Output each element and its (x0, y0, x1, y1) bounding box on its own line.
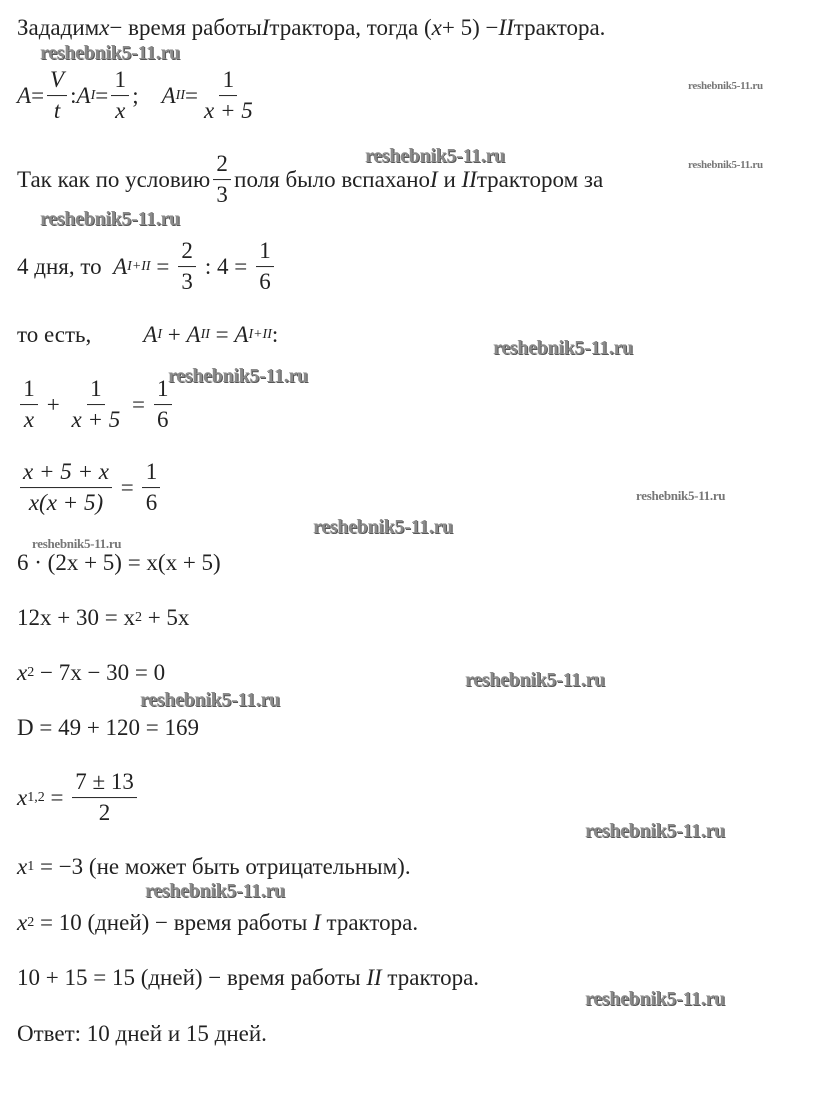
var-x: x (17, 854, 28, 879)
watermark: reshebnik5-11.ru (585, 820, 725, 842)
fraction (213, 151, 231, 209)
var-A: A (186, 322, 201, 347)
var-A: A (143, 322, 158, 347)
denominator: 6 (145, 490, 158, 516)
numerator: 7 ± 13 (72, 769, 137, 798)
line-3 (17, 151, 603, 209)
subscript: 1 (27, 859, 35, 874)
text: поля было вспахано (234, 167, 431, 192)
text: Зададим (17, 15, 100, 40)
watermark: reshebnik5-11.ru (313, 516, 453, 538)
var-A: A (17, 83, 32, 108)
watermark: reshebnik5-11.ru (585, 988, 725, 1010)
line-15 (17, 965, 479, 991)
fraction (20, 376, 38, 434)
answer-line (17, 1021, 267, 1047)
line-5 (17, 322, 278, 348)
fraction (72, 769, 137, 827)
text: : 4 = (199, 254, 253, 279)
var-A: A (76, 83, 91, 108)
denominator: x + 5 (203, 98, 253, 124)
plus: + (162, 322, 187, 347)
roman-II: II (498, 15, 514, 40)
fraction (201, 67, 256, 125)
var-A: A (113, 254, 128, 279)
fraction (68, 376, 123, 434)
eq: = (44, 785, 70, 810)
text: − время работы (109, 15, 262, 40)
equation-7 (17, 459, 163, 517)
roman-I: I (430, 167, 438, 192)
text: трактора. (381, 965, 480, 990)
watermark: reshebnik5-11.ru (365, 145, 505, 167)
denominator: x(x + 5) (28, 490, 104, 516)
subscript: II (175, 88, 185, 103)
fraction (142, 459, 160, 517)
text: D = 49 + 120 = 169 (17, 715, 200, 740)
roman-I: I (261, 15, 270, 40)
fraction (20, 459, 112, 517)
eq: = (150, 254, 176, 279)
watermark: reshebnik5-11.ru (465, 669, 605, 691)
fraction (47, 67, 67, 125)
numerator: 2 (213, 151, 231, 180)
var-A: A (234, 322, 249, 347)
text: − 7x − 30 = 0 (34, 660, 166, 685)
text: трактором за (476, 167, 604, 192)
superscript: 2 (27, 665, 35, 680)
denominator: 3 (216, 182, 228, 208)
numerator: 1 (154, 376, 172, 405)
subscript: I+II (248, 327, 272, 342)
line-14 (17, 910, 418, 936)
var-x: x (17, 910, 28, 935)
text: = −3 (не может быть отрицательным). (34, 854, 411, 879)
text: ; (132, 83, 162, 108)
roman-II: II (461, 167, 477, 192)
text: и (437, 167, 462, 192)
denominator: 3 (181, 269, 193, 295)
line-1 (17, 15, 605, 41)
text: 10 + 15 = 15 (дней) − время работы (17, 965, 367, 990)
line-4 (17, 238, 277, 296)
superscript: 2 (134, 610, 142, 625)
equation-6 (17, 376, 175, 434)
var-A: A (161, 83, 176, 108)
watermark: reshebnik5-11.ru (688, 159, 763, 171)
denominator: x (115, 98, 126, 124)
line-13 (17, 854, 411, 880)
text: трактора, тогда ( (269, 15, 432, 40)
denominator: 2 (98, 800, 111, 826)
text: 12x + 30 = x (17, 605, 135, 630)
text: трактора. (320, 910, 419, 935)
numerator: 1 (256, 238, 274, 267)
fraction (178, 238, 196, 296)
numerator: V (47, 67, 67, 96)
text: : (70, 83, 77, 108)
eq: = (209, 322, 235, 347)
watermark: reshebnik5-11.ru (145, 880, 285, 902)
subscript: II (200, 327, 210, 342)
eq: = (95, 83, 109, 108)
equation-8 (17, 550, 221, 576)
roman-II: II (366, 965, 382, 990)
eq: = (126, 392, 151, 417)
var-x: x (99, 15, 110, 40)
answer-text: Ответ: 10 дней и 15 дней. (17, 1021, 267, 1046)
var-x: x (17, 785, 28, 810)
subscript: 1,2 (27, 790, 45, 805)
text: трактора. (513, 15, 606, 40)
denominator: t (53, 98, 61, 124)
subscript: I (157, 327, 163, 342)
denominator: 6 (259, 269, 271, 295)
numerator: 1 (142, 459, 160, 488)
eq: = (114, 475, 140, 500)
watermark: reshebnik5-11.ru (688, 80, 763, 92)
roman-I: I (313, 910, 321, 935)
numerator: 1 (111, 67, 129, 96)
denominator: x + 5 (71, 407, 121, 433)
var-x: x (17, 660, 28, 685)
equation-12 (17, 769, 140, 827)
numerator: 1 (20, 376, 38, 405)
watermark: reshebnik5-11.ru (168, 365, 308, 387)
subscript: I (90, 88, 96, 103)
denominator: x (23, 407, 35, 433)
watermark: reshebnik5-11.ru (40, 42, 180, 64)
text: то есть, (17, 322, 92, 347)
watermark: reshebnik5-11.ru (40, 208, 180, 230)
text: : (271, 322, 279, 347)
var-x: x (431, 15, 442, 40)
numerator: x + 5 + x (20, 459, 112, 488)
text: + 5x (141, 605, 190, 630)
numerator: 2 (178, 238, 196, 267)
plus: + (41, 392, 66, 417)
subscript: 2 (27, 915, 35, 930)
equation-11 (17, 715, 199, 741)
subscript: I+II (127, 259, 151, 274)
eq: = (185, 83, 198, 108)
text: 4 дня, то (17, 254, 114, 279)
numerator: 1 (87, 376, 105, 405)
fraction (256, 238, 274, 296)
text: + 5) − (441, 15, 499, 40)
equation-9 (17, 605, 189, 631)
eq: = (31, 83, 45, 108)
fraction (111, 67, 129, 125)
watermark: reshebnik5-11.ru (636, 488, 726, 503)
numerator: 1 (219, 67, 237, 96)
text: 6 · (2x + 5) = x(x + 5) (17, 550, 221, 575)
watermark: reshebnik5-11.ru (493, 337, 633, 359)
denominator: 6 (156, 407, 169, 433)
watermark: reshebnik5-11.ru (32, 536, 122, 551)
text: Так как по условию (17, 167, 211, 192)
formula-work (17, 67, 259, 125)
watermark: reshebnik5-11.ru (140, 689, 280, 711)
equation-10 (17, 660, 165, 686)
text: = 10 (дней) − время работы (34, 910, 314, 935)
